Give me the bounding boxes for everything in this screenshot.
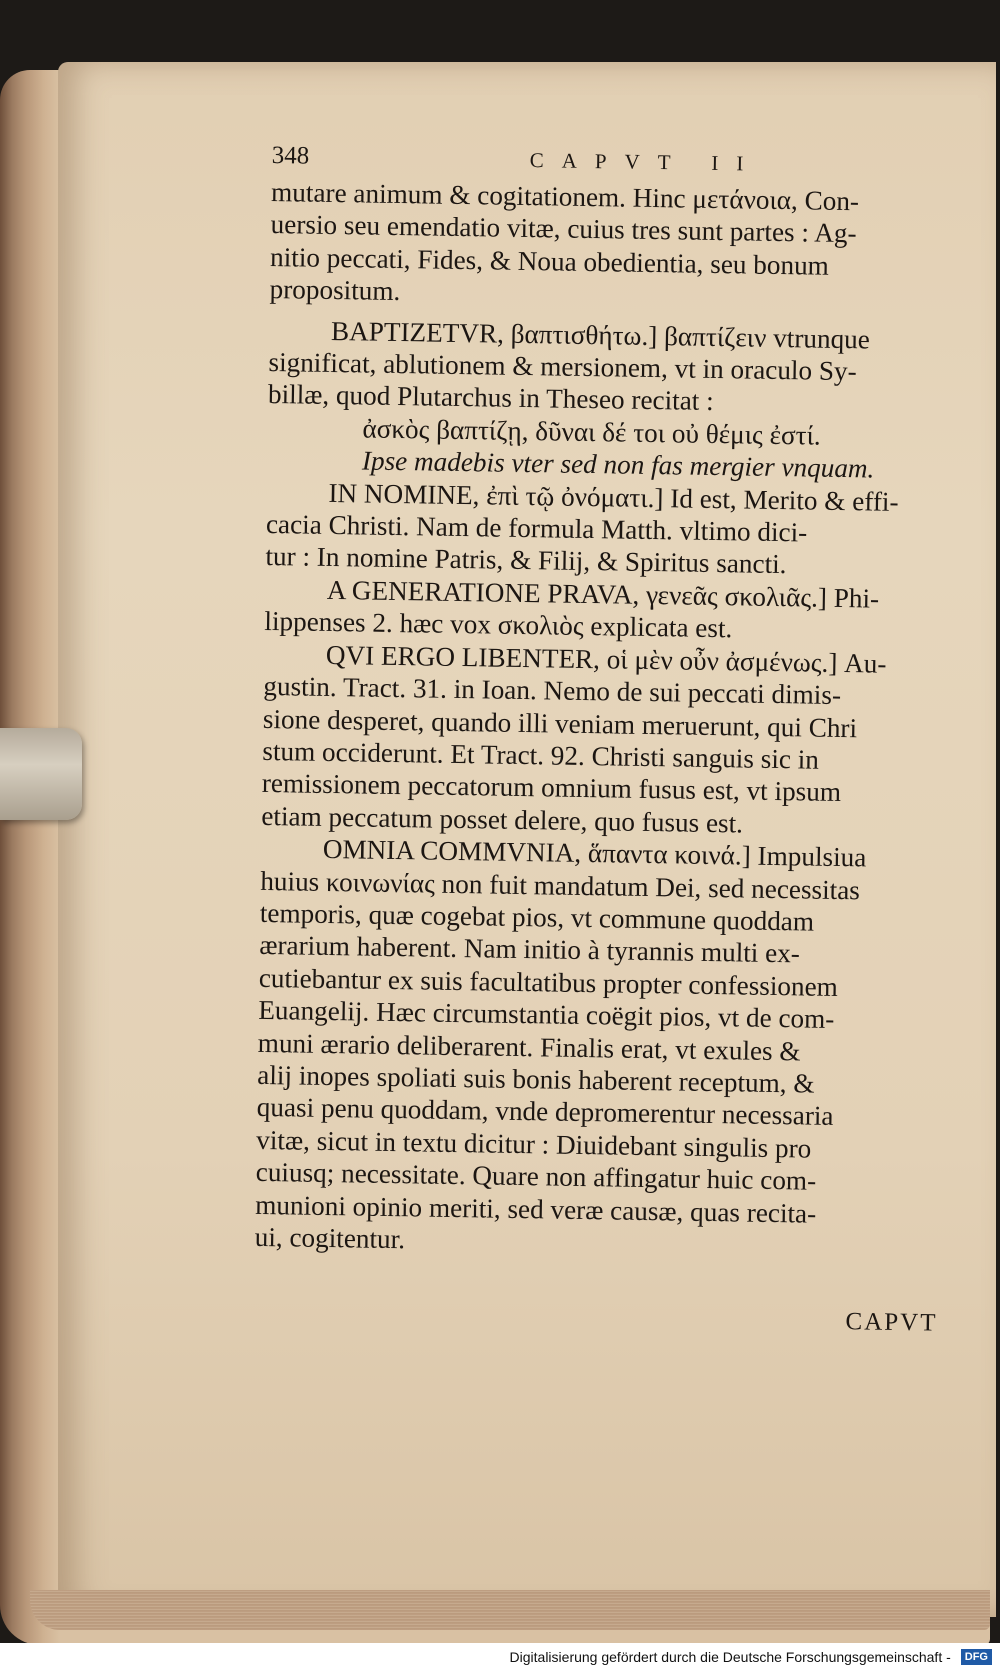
greek-verse: ἀσκὸς βαπτίζῃ, δῦναι δέ τοι οὐ θέμις ἐστί. xyxy=(362,413,821,451)
text-line: etiam peccatum posset delere, quo fusus est. xyxy=(261,800,744,839)
text-line: muni ærario deliberarent. Finalis erat, vt exules & xyxy=(257,1027,801,1066)
text-line: tur : In nomine Patris, & Filij, & Spiritus sancti. xyxy=(265,541,787,580)
text-line: munioni opinio meriti, sed veræ causæ, quas recita- xyxy=(255,1189,817,1229)
text-line: quasi penu quoddam, vnde depromerentur necessaria xyxy=(256,1092,834,1132)
text-line: Euangelij. Hæc circumstantia coëgit pios, vt de com- xyxy=(258,995,835,1035)
catchword: CAPVT xyxy=(845,1308,938,1338)
text-line: stum occiderunt. Et Tract. 92. Christi sanguis sic in xyxy=(262,735,820,775)
digitization-footer xyxy=(0,1643,1000,1671)
footer-credit: Digitalisierung gefördert durch die Deutsche Forschungsgemeinschaft - xyxy=(509,1649,951,1665)
text-line: propositum. xyxy=(269,274,401,307)
lemma-line: OMNIA COMMVNIA, ἅπαντα κοινά.] Impulsiua xyxy=(322,834,867,873)
text-line: cacia Christi. Nam de formula Matth. vltimo dici- xyxy=(265,509,808,548)
text-line: vitæ, sicut in textu dicitur : Diuidebant singulis pro xyxy=(256,1124,812,1164)
dfg-logo-icon: DFG xyxy=(961,1649,992,1665)
text-line: gustin. Tract. 31. in Ioan. Nemo de sui peccati dimis- xyxy=(263,671,842,711)
lemma-line: QVI ERGO LIBENTER, οἱ μὲν οὖν ἀσμένως.] Au- xyxy=(325,639,887,679)
text-line: ui, cogitentur. xyxy=(254,1221,406,1255)
page-edges xyxy=(30,1590,990,1630)
running-head: CAPVT II xyxy=(529,148,762,176)
text-line: cuiusq; necessitate. Quare non affingatur huic com- xyxy=(255,1157,817,1196)
lemma-line: A GENERATIONE PRAVA, γενεᾶς σκολιᾶς.] Phi- xyxy=(326,574,880,614)
text-line: significat, ablutionem & mersionem, vt in oraculo Sy- xyxy=(268,347,857,387)
page-text xyxy=(253,140,962,1348)
text-line: huius κοινωνίας non fuit mandatum Dei, sed necessitas xyxy=(260,865,861,905)
text-line: remissionem peccatorum omnium fusus est, vt ipsum xyxy=(261,768,842,808)
latin-verse: Ipse madebis vter sed non fas mergier vnquam. xyxy=(361,445,875,484)
lemma-line: BAPTIZETVR, βαπτισθήτω.] βαπτίζειν vtrunque xyxy=(330,315,871,355)
page-number: 348 xyxy=(271,141,310,170)
text-line: nitio peccati, Fides, & Noua obedientia, seu bonum xyxy=(269,241,830,281)
lemma-line: IN NOMINE, ἐπὶ τῷ ὀνόματι.] Id est, Merito & effi- xyxy=(328,477,899,517)
book-clasp xyxy=(0,728,82,820)
text-line: billæ, quod Plutarchus in Theseo recitat : xyxy=(267,379,714,417)
text-line: cutiebantur ex suis facultatibus propter confessionem xyxy=(258,962,839,1002)
text-line: sione desperet, quando illi veniam meruerunt, qui Chri xyxy=(262,703,858,743)
text-line: mutare animum & cogitationem. Hinc μετάνοια, Con- xyxy=(270,176,860,217)
text-line: ærarium haberent. Nam initio à tyrannis multi ex- xyxy=(259,930,801,969)
text-line: alij inopes spoliati suis bonis haberent receptum, & xyxy=(257,1059,815,1099)
text-line: temporis, quæ cogebat pios, vt commune quoddam xyxy=(259,897,815,937)
text-line: uersio seu emendatio vitæ, cuius tres sunt partes : Ag- xyxy=(270,209,857,249)
text-line: lippenses 2. hæc vox σκολιὸς explicata est. xyxy=(264,606,733,644)
